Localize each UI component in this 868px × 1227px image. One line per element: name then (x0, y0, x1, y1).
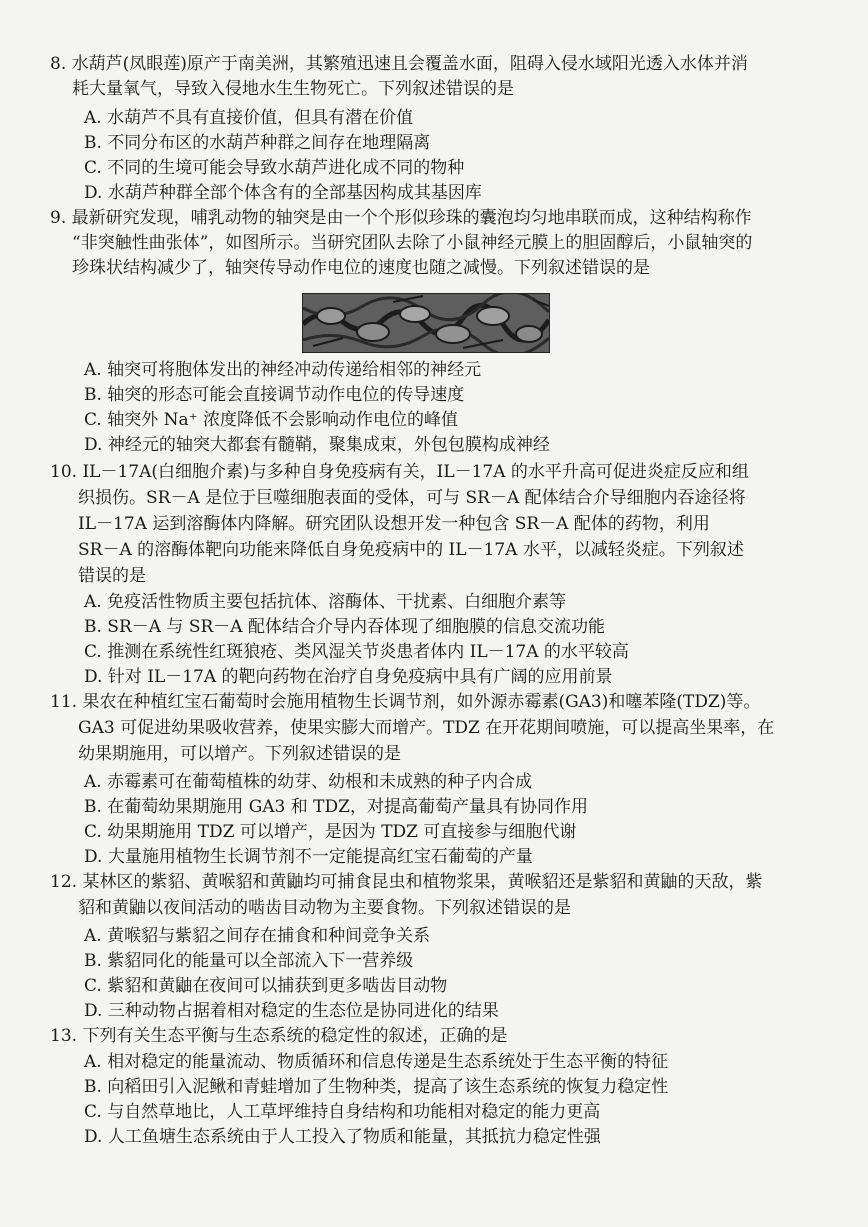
q10-option-a: A. 免疫活性物质主要包括抗体、溶酶体、干扰素、白细胞介素等 (84, 592, 567, 612)
question-11-stem-line2: GA3 可促进幼果吸收营养，使果实膨大而增产。TDZ 在开花期间喷施，可以提高坐果率，在 (78, 718, 775, 738)
question-12-stem-line1: 12. 某林区的紫貂、黄喉貂和黄鼬均可捕食昆虫和植物浆果，黄喉貂还是紫貂和黄鼬的天敌，紫 (50, 872, 763, 892)
question-9-stem-line1: 9. 最新研究发现，哺乳动物的轴突是由一个个形似珍珠的囊泡均匀地串联而成，这种结构称作 (50, 208, 752, 228)
emphasis-error: 错误 • • (78, 566, 112, 586)
q13-option-c: C. 与自然草地比，人工草坪维持自身结构和功能相对稳定的能力更高 (84, 1102, 601, 1122)
q12-option-a: A. 黄喉貂与紫貂之间存在捕食和种间竞争关系 (84, 926, 431, 946)
question-9-stem-line3: 珍珠状结构减少了，轴突传导动作电位的速度也随之减慢。下列叙述错误 • •的是 (72, 256, 650, 281)
q9-option-c: C. 轴突外 Na⁺ 浓度降低不会影响动作电位的峰值 (84, 410, 458, 430)
emphasis-error: 错误 • • (582, 258, 616, 278)
q12-option-d: D. 三种动物占据着相对稳定的生态位是协同进化的结果 (84, 1001, 499, 1021)
question-12-stem-line2: 貂和黄鼬以夜间活动的啮齿目动物为主要食物。下列叙述错误 • •的是 (78, 896, 571, 921)
question-9-stem-line2: “非突触性曲张体”，如图所示。当研究团队去除了小鼠神经元膜上的胆固醇后，小鼠轴突的 (72, 233, 753, 253)
q10-option-d: D. 针对 IL－17A 的靶向药物在治疗自身免疫病中具有广阔的应用前景 (84, 667, 613, 687)
axon-micrograph-image (302, 293, 550, 353)
q11-option-c: C. 幼果期施用 TDZ 可以增产，是因为 TDZ 可直接参与细胞代谢 (84, 822, 577, 842)
q13-option-b: B. 向稻田引入泥鳅和青蛙增加了生物种类，提高了该生态系统的恢复力稳定性 (84, 1077, 669, 1097)
question-8-stem-line2: 耗大量氧气，导致入侵地水生生物死亡。下列叙述错误 • •的是 (72, 77, 514, 102)
q12-option-b: B. 紫貂同化的能量可以全部流入下一营养级 (84, 951, 414, 971)
question-8-stem-line1: 8. 水葫芦(凤眼莲)原产于南美洲，其繁殖迅速且会覆盖水面，阻碍入侵水域阳光透入水体并消 (50, 54, 748, 74)
question-10-stem-line5: 错误 • •的是 (78, 564, 146, 589)
q9-option-a: A. 轴突可将胞体发出的神经冲动传递给相邻的神经元 (84, 360, 482, 380)
emphasis-error: 错误 • • (333, 744, 367, 764)
q9-option-b: B. 轴突的形态可能会直接调节动作电位的传导速度 (84, 385, 465, 405)
emphasis-error: 错误 • • (446, 79, 480, 99)
q10-option-c: C. 推测在系统性红斑狼疮、类风湿关节炎患者体内 IL－17A 的水平较高 (84, 642, 629, 662)
q8-option-b: B. 不同分布区的水葫芦种群之间存在地理隔离 (84, 133, 431, 153)
question-13-stem-line1: 13. 下列有关生态平衡与生态系统的稳定性的叙述，正确的是 (50, 1026, 508, 1046)
q13-option-a: A. 相对稳定的能量流动、物质循环和信息传递是生态系统处于生态平衡的特征 (84, 1052, 669, 1072)
q12-option-c: C. 紫貂和黄鼬在夜间可以捕获到更多啮齿目动物 (84, 976, 448, 996)
question-11-stem-line1: 11. 果农在种植红宝石葡萄时会施用植物生长调节剂，如外源赤霉素(GA3)和噻苯隆(TDZ)等。 (50, 692, 761, 712)
question-10-stem-line4: SR－A 的溶酶体靶向功能来降低自身免疫病中的 IL－17A 水平，以减轻炎症。下列叙述 (78, 540, 744, 560)
question-10-stem-line2: 织损伤。SR－A 是位于巨噬细胞表面的受体，可与 SR－A 配体结合介导细胞内吞途径将 (78, 488, 746, 508)
q11-option-b: B. 在葡萄幼果期施用 GA3 和 TDZ，对提高葡萄产量具有协同作用 (84, 797, 588, 817)
q9-option-d: D. 神经元的轴突大都套有髓鞘，聚集成束，外包包膜构成神经 (84, 435, 550, 455)
q13-option-d: D. 人工鱼塘生态系统由于人工投入了物质和能量，其抵抗力稳定性强 (84, 1127, 601, 1147)
question-10-stem-line3: IL－17A 运到溶酶体内降解。研究团队设想开发一种包含 SR－A 配体的药物，利用 (78, 514, 710, 534)
q11-option-d: D. 大量施用植物生长调节剂不一定能提高红宝石葡萄的产量 (84, 847, 533, 867)
q8-option-a: A. 水葫芦不具有直接价值，但具有潜在价值 (84, 108, 414, 128)
q10-option-b: B. SR－A 与 SR－A 配体结合介导内吞体现了细胞膜的信息交流功能 (84, 617, 605, 637)
q11-option-a: A. 赤霉素可在葡萄植株的幼芽、幼根和未成熟的种子内合成 (84, 772, 533, 792)
q8-option-c: C. 不同的生境可能会导致水葫芦进化成不同的物种 (84, 158, 465, 178)
q8-option-d: D. 水葫芦种群全部个体含有的全部基因构成其基因库 (84, 183, 482, 203)
question-11-stem-line3: 幼果期施用，可以增产。下列叙述错误 • •的是 (78, 742, 401, 767)
emphasis-error: 错误 • • (503, 898, 537, 918)
question-10-stem-line1: 10. IL－17A(白细胞介素)与多种自身免疫病有关，IL－17A 的水平升高可促进炎症反应和组 (50, 462, 749, 482)
